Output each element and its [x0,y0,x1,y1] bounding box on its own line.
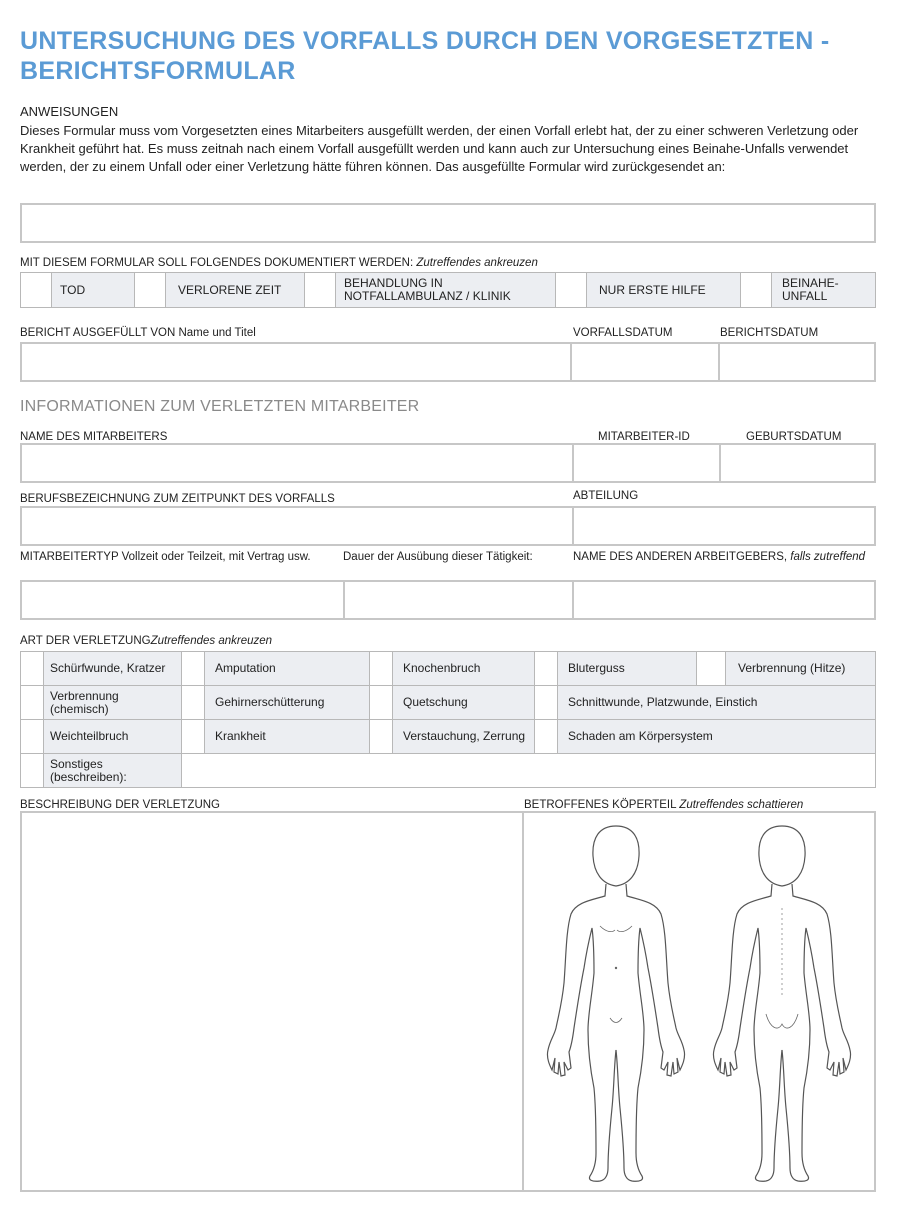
incident-date-label: VORFALLSDATUM [573,327,673,339]
description-label: BESCHREIBUNG DER VERLETZUNG [20,799,221,811]
front-body-figure [547,826,684,1181]
checkbox-near-miss[interactable] [741,273,772,308]
injury-option: Bluterguss [558,652,697,686]
injury-option: Verstauchung, Zerrung [393,720,535,754]
option-near-miss: BEINAHE-UNFALL [772,273,876,308]
checkbox[interactable] [370,720,393,754]
checkbox[interactable] [370,686,393,720]
checkbox[interactable] [21,754,44,788]
injury-option: Gehirnerschütterung [205,686,370,720]
body-diagram [534,818,869,1186]
checkbox[interactable] [21,652,44,686]
employee-type-row [20,580,876,620]
checkbox[interactable] [535,720,558,754]
checkbox[interactable] [182,652,205,686]
employee-name-row [20,443,876,483]
checkbox[interactable] [182,686,205,720]
checkbox[interactable] [182,720,205,754]
department-label: ABTEILUNG [573,490,639,502]
checkbox-emergency[interactable] [305,273,336,308]
document-type-options [20,272,876,308]
injury-option: Verbrennung (Hitze) [726,652,876,686]
option-lost-time: VERLORENE ZEIT [166,273,305,308]
checkbox[interactable] [21,720,44,754]
checkbox-first-aid[interactable] [556,273,587,308]
injury-option: Verbrennung (chemisch) [44,686,182,720]
completed-by-label: BERICHT AUSGEFÜLLT VON Name und Titel [20,327,256,339]
description-field[interactable] [22,813,522,1190]
injury-option: Schaden am Körpersystem [558,720,876,754]
checkbox-tod[interactable] [21,273,52,308]
option-tod: TOD [52,273,135,308]
instructions-heading: ANWEISUNGEN [20,104,119,119]
body-part-label: BETROFFENES KÖPERTEIL Zutreffendes schattieren [524,799,804,811]
checkbox[interactable] [535,686,558,720]
checkbox[interactable] [697,652,726,686]
checkbox[interactable] [535,652,558,686]
document-type-label: MIT DIESEM FORMULAR SOLL FOLGENDES DOKUMENTIERT WERDEN: Zutreffendes ankreuzen [20,257,538,269]
injury-option: Sonstiges (beschreiben): [44,754,182,788]
injury-option: Quetschung [393,686,535,720]
job-title-label: BERUFSBEZEICHNUNG ZUM ZEITPUNKT DES VORFALLS [20,493,335,505]
injury-option: Amputation [205,652,370,686]
page-title: UNTERSUCHUNG DES VORFALLS DURCH DEN VORGESETZTEN - BERICHTSFORMULAR [20,27,830,85]
checkbox[interactable] [21,686,44,720]
option-emergency: BEHANDLUNG IN NOTFALLAMBULANZ / KLINIK [336,273,556,308]
duration-label: Dauer der Ausübung dieser Tätigkeit: [343,551,533,563]
job-title-row [20,506,876,546]
injury-option: Schnittwunde, Platzwunde, Einstich [558,686,876,720]
injury-type-table [20,651,876,788]
checkbox[interactable] [370,652,393,686]
report-fields [20,342,876,382]
employee-type-label: MITARBEITERTYP Vollzeit oder Teilzeit, mit Vertrag usw. [20,551,311,563]
other-description-field[interactable] [182,754,876,788]
other-employer-label: NAME DES ANDEREN ARBEITGEBERS, falls zutreffend [573,551,866,563]
injury-option: Krankheit [205,720,370,754]
employee-name-label: NAME DES MITARBEITERS [20,431,168,443]
employee-id-label: MITARBEITER-ID [598,431,690,443]
instructions-text: Dieses Formular muss vom Vorgesetzten eines Mitarbeiters ausgefüllt werden, der einen Vorfall erlebt hat, der zu einer schweren Verletzung oder Krankheit geführt hat. Es muss zeitnah nach einem Vorfall ausgefüllt werden und kann auch zur Untersuchung eines Beinahe-Unfalls verwendet werden, der zu einem Unfall oder einer Verletzung hätte führen können. Das ausgefüllte Formular wird zurückgesendet an: [20,123,859,174]
option-first-aid: NUR ERSTE HILFE [587,273,741,308]
injury-option: Knochenbruch [393,652,535,686]
employee-section-heading: INFORMATIONEN ZUM VERLETZTEN MITARBEITER [20,398,420,415]
return-to-field[interactable] [20,203,876,243]
injury-option: Schürfwunde, Kratzer [44,652,182,686]
back-body-figure [713,826,850,1181]
dob-label: GEBURTSDATUM [746,431,842,443]
injury-option: Weichteilbruch [44,720,182,754]
checkbox-lost-time[interactable] [135,273,166,308]
report-date-label: BERICHTSDATUM [720,327,819,339]
injury-type-label: ART DER VERLETZUNGZutreffendes ankreuzen [20,635,273,647]
